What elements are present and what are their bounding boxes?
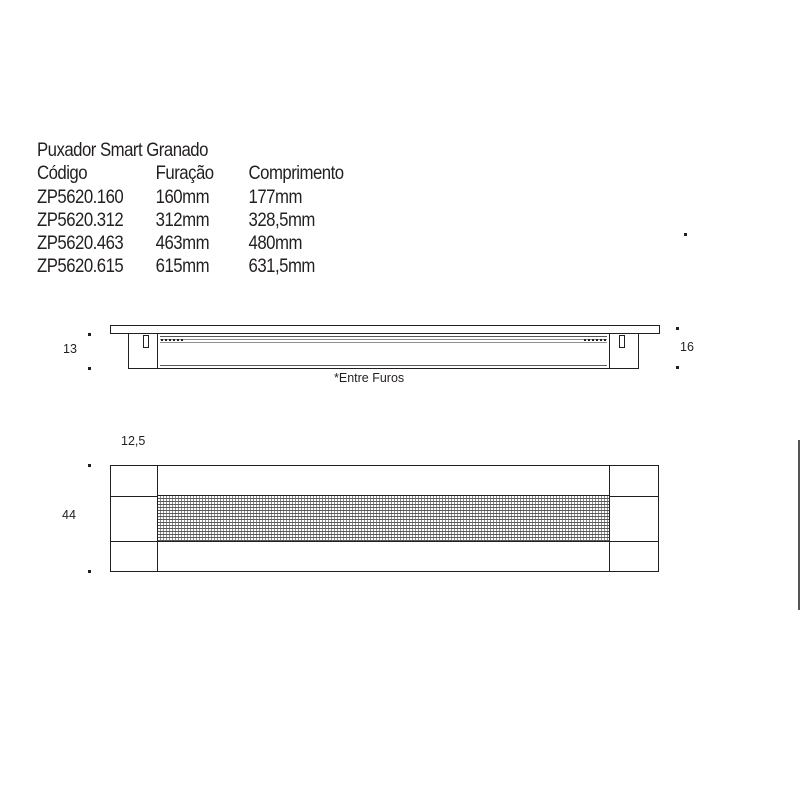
row-furacao: 160mm — [155, 185, 210, 208]
side-view — [111, 326, 660, 369]
dim-height-top: 44 — [62, 508, 76, 522]
tick-mark — [88, 333, 91, 336]
row-furacao: 312mm — [155, 208, 210, 231]
side-top-plate — [111, 326, 660, 334]
knurled-grip — [158, 496, 610, 542]
header-comprimento: Comprimento — [248, 162, 344, 185]
row-furacao: 615mm — [155, 255, 210, 278]
top-right-cap — [610, 466, 659, 572]
dim-height-left: 13 — [63, 342, 77, 356]
top-view — [111, 466, 659, 572]
dim-end-width: 12,5 — [121, 434, 146, 448]
dim-height-right: 16 — [680, 340, 694, 354]
side-right-clip — [620, 336, 625, 348]
tick-mark — [88, 570, 91, 573]
product-title: Puxador Smart Granado — [37, 139, 208, 161]
row-comprimento: 177mm — [248, 185, 302, 208]
row-comprimento: 328,5mm — [248, 208, 315, 231]
row-codigo: ZP5620.463 — [37, 232, 124, 255]
tick-mark — [88, 367, 91, 370]
tick-mark — [676, 327, 679, 330]
top-left-cap — [111, 466, 158, 572]
tick-mark — [88, 464, 91, 467]
row-comprimento: 631,5mm — [248, 255, 315, 278]
row-comprimento: 480mm — [248, 232, 302, 255]
tick-mark — [676, 366, 679, 369]
side-left-clip — [144, 336, 149, 348]
row-codigo: ZP5620.615 — [37, 255, 124, 278]
note-entre-furos: *Entre Furos — [334, 371, 405, 385]
header-furacao: Furação — [155, 162, 214, 185]
row-codigo: ZP5620.160 — [37, 185, 124, 208]
header-codigo: Código — [37, 162, 88, 185]
tick-mark — [684, 233, 687, 236]
row-codigo: ZP5620.312 — [37, 208, 124, 231]
row-furacao: 463mm — [155, 232, 210, 255]
